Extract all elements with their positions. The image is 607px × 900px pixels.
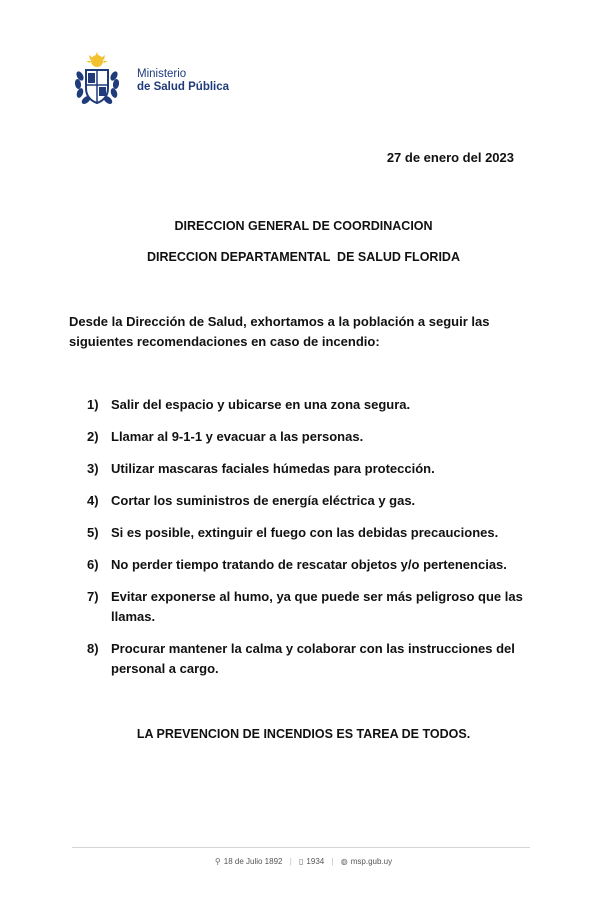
list-item-number: 4) [87,493,99,508]
list-item [87,639,537,679]
ministry-name-line1: Ministerio [137,68,187,80]
ministry-name [137,68,229,94]
list-item-number: 2) [87,429,99,444]
list-item [87,395,537,415]
list-item [87,491,537,511]
list-item-number: 3) [87,461,99,476]
footer-phone: 1934 [306,857,325,866]
footer-website-link[interactable]: msp.gub.uy [350,857,393,866]
list-item [87,555,537,575]
list-item-text: Procurar mantener la calma y colaborar con las instrucciones del personal a cargo. [111,641,515,676]
ministry-name-line2: de Salud Pública [137,81,230,93]
footer-address: 18 de Julio 1892 [223,857,283,866]
list-item-text: Salir del espacio y ubicarse en una zona segura. [111,397,411,412]
list-item-text: Utilizar mascaras faciales húmedas para protección. [111,461,435,476]
intro-paragraph: Desde la Dirección de Salud, exhortamos a la población a seguir las siguientes recomendaciones en caso de incendio: [69,314,490,349]
heading-general-coordination: DIRECCION GENERAL DE COORDINACION [174,219,433,233]
phone-icon: ▯ [299,857,304,866]
closing-statement: LA PREVENCION DE INCENDIOS ES TAREA DE TODOS. [136,727,471,741]
location-pin-icon: ⚲ [214,857,221,866]
list-item-text: Evitar exponerse al humo, ya que puede ser más peligroso que las llamas. [111,589,523,624]
footer-contact [0,857,607,866]
heading-departmental-health: DIRECCION DEPARTAMENTAL DE SALUD FLORIDA [147,250,460,264]
document-date: 27 de enero del 2023 [386,150,514,165]
list-item-text: Si es posible, extinguir el fuego con las debidas precauciones. [111,525,499,540]
list-item [87,459,537,479]
footer-separator: | [289,857,292,866]
list-item-number: 7) [87,589,99,604]
globe-icon[interactable]: ◍ [340,857,348,866]
list-item [87,427,537,447]
list-item-text: Llamar al 9-1-1 y evacuar a las personas. [111,429,364,444]
footer-separator: | [331,857,334,866]
list-item [87,587,537,627]
list-item-text: No perder tiempo tratando de rescatar objetos y/o pertenencias. [111,557,507,572]
list-item-number: 1) [87,397,99,412]
ministry-emblem-logo [72,52,122,108]
recommendations-list [87,395,537,691]
list-item-text: Cortar los suministros de energía eléctrica y gas. [111,493,416,508]
list-item-number: 5) [87,525,99,540]
list-item [87,523,537,543]
list-item-number: 8) [87,641,99,656]
footer-divider [72,847,530,848]
list-item-number: 6) [87,557,99,572]
